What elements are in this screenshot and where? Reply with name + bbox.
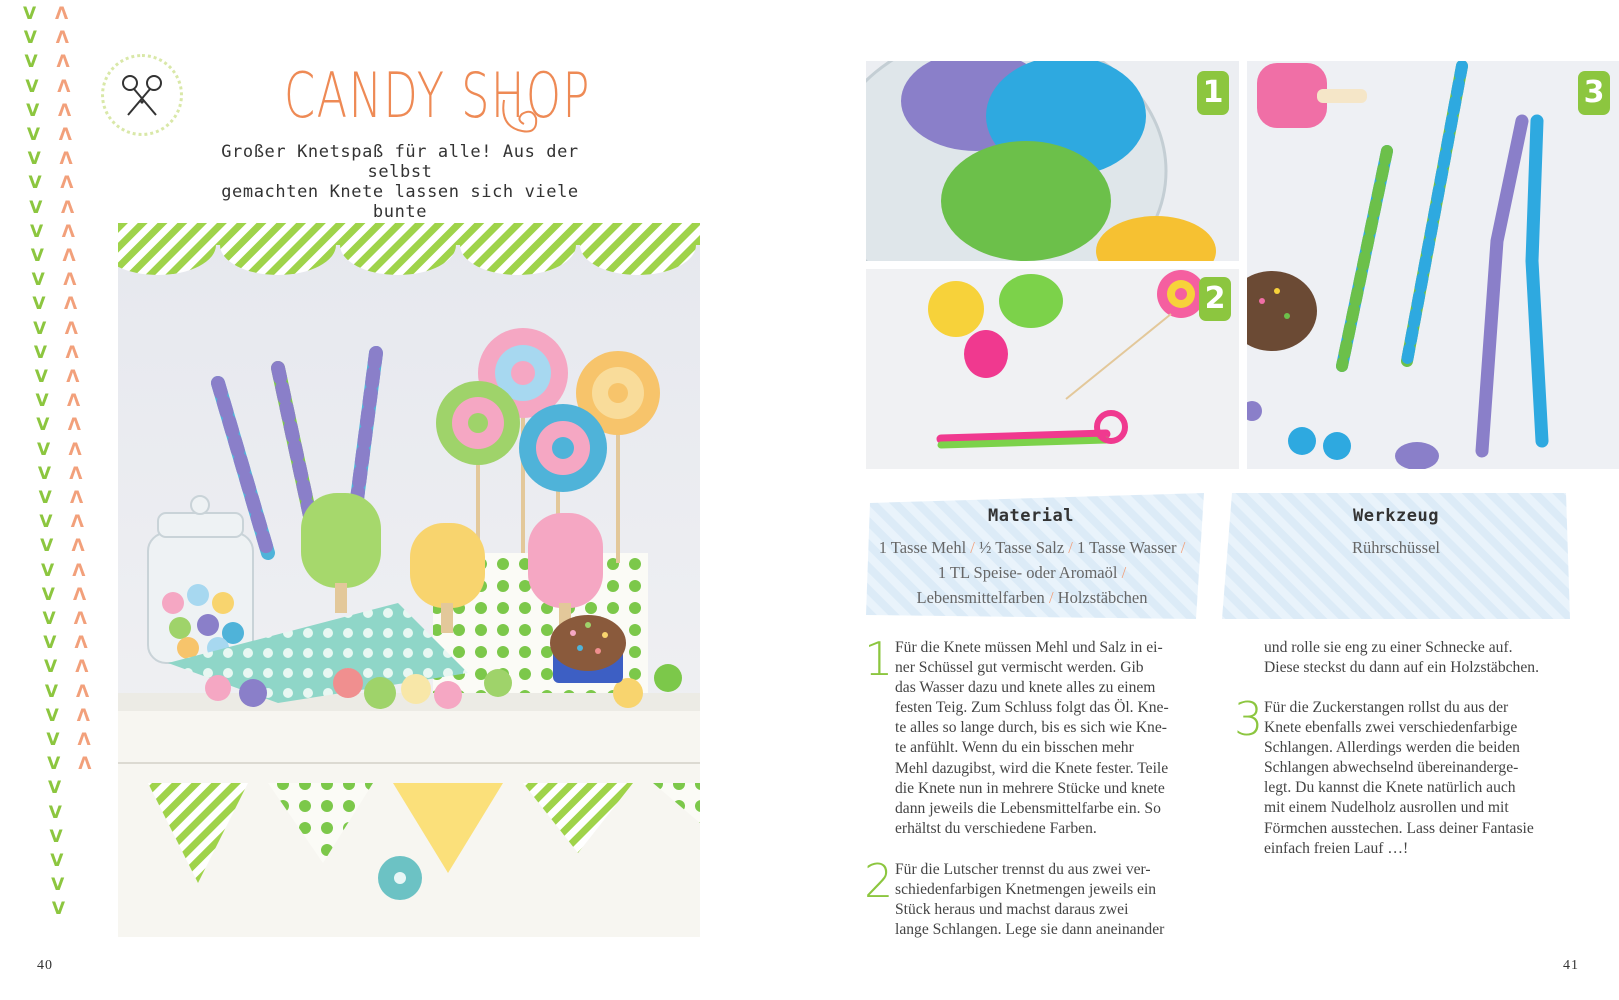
text-line: lange Schlangen. Lege sie dann aneinander <box>895 921 1165 939</box>
intro-line: Großer Knetspaß für alle! Aus der selbst <box>221 142 579 182</box>
step-badge: 1 <box>1197 71 1229 115</box>
text-line: Schlangen abwechselnd übereinanderge- <box>1264 759 1519 777</box>
step-2-photo <box>866 269 1239 469</box>
chevron-a-icon: Λ <box>75 657 89 678</box>
chevron-v-icon: V <box>30 246 44 266</box>
chevron-v-icon: V <box>47 778 62 799</box>
chevron-a-icon: Λ <box>55 4 69 24</box>
material-item: Lebensmittelfarben <box>916 588 1045 607</box>
chevron-a-icon: Λ <box>71 536 85 557</box>
chevron-v-icon: V <box>23 28 37 49</box>
text-line: dann jeweils die Lebensmittelfarbe ein. So <box>895 799 1161 817</box>
chevron-a-icon: Λ <box>57 76 71 97</box>
chevron-a-icon: Λ <box>70 512 84 533</box>
text-line: te alles so lange durch, bis es sich wie Kne- <box>895 719 1167 737</box>
text-line: legt. Du kannst die Knete natürlich auch <box>1264 779 1516 797</box>
text-line: Schlangen. Allerdings werden die beiden <box>1264 739 1520 757</box>
intro-line: gemachten Knete lassen sich viele bunte <box>221 182 579 222</box>
candy-shop-photo <box>118 223 700 937</box>
chevron-v-icon: V <box>40 536 54 557</box>
step-number: 1 <box>864 632 894 686</box>
page-number-right: 41 <box>1563 958 1579 973</box>
text-line: erhältst du verschiedene Farben. <box>895 819 1097 837</box>
chevron-a-icon: Λ <box>58 100 72 121</box>
werkzeug-title: Werkzeug <box>1353 506 1439 526</box>
chevron-v-icon: V <box>48 802 62 823</box>
chevron-v-icon: V <box>23 4 37 24</box>
step-badge: 2 <box>1199 277 1231 321</box>
text-line: Diese steckst du dann auf ein Holzstäbchen. <box>1264 659 1539 677</box>
text-line: Stück heraus und machst daraus zwei <box>895 901 1129 919</box>
title-swirl-decoration <box>498 96 546 144</box>
chevron-v-icon: V <box>40 560 55 581</box>
chevron-v-icon: V <box>43 633 57 654</box>
chevron-v-icon: V <box>47 754 61 775</box>
material-item: 1 Tasse Wasser <box>1077 538 1177 557</box>
chevron-a-icon: Λ <box>72 560 86 581</box>
material-item: Holzstäbchen <box>1057 588 1148 607</box>
step-2-continued-text <box>1264 638 1584 678</box>
chevron-a-icon: Λ <box>64 294 78 315</box>
chevron-a-icon: Λ <box>76 681 90 702</box>
chevron-v-icon: V <box>24 52 38 73</box>
chevron-v-icon: V <box>42 609 56 629</box>
chevron-v-icon: V <box>37 463 51 484</box>
step-1-text <box>895 638 1205 839</box>
chevron-v-icon: V <box>25 76 39 97</box>
material-item: ½ Tasse Salz <box>979 538 1065 557</box>
chevron-v-icon: V <box>49 826 63 847</box>
chevron-v-icon: V <box>50 851 64 871</box>
chevron-a-icon: Λ <box>68 439 82 460</box>
chevron-v-icon: V <box>27 149 41 170</box>
chevron-v-icon: V <box>33 318 47 339</box>
text-line: Für die Knete müssen Mehl und Salz in ei- <box>895 639 1163 656</box>
page-title: CANDY SHOP <box>284 59 591 132</box>
text-line: das Wasser dazu und knete alles zu einem <box>895 679 1156 697</box>
text-line: Mehl dazugibst, wird die Knete fester. Teile <box>895 759 1169 777</box>
step-3-text <box>1264 698 1584 859</box>
chevron-v-icon: V <box>38 488 52 508</box>
chevron-a-icon: Λ <box>78 754 92 775</box>
step-2-text <box>895 860 1205 940</box>
step-3-photo <box>1247 61 1619 469</box>
chevron-a-icon: Λ <box>63 270 77 291</box>
chevron-v-icon: V <box>44 681 58 702</box>
chevron-v-icon: V <box>26 100 40 121</box>
chevron-a-icon: Λ <box>76 705 90 726</box>
chevron-a-icon: Λ <box>70 488 84 508</box>
chevron-v-icon: V <box>39 512 53 533</box>
material-list <box>874 535 1190 610</box>
chevron-a-icon: Λ <box>67 415 81 436</box>
chevron-v-icon: V <box>51 899 66 920</box>
chevron-a-icon: Λ <box>56 52 70 73</box>
chevron-a-icon: Λ <box>60 173 74 194</box>
text-line: einfach freien Lauf …! <box>1264 839 1409 857</box>
chevron-v-icon: V <box>32 294 46 315</box>
text-line: Für die Lutscher trennst du aus zwei ver- <box>895 861 1151 878</box>
chevron-a-icon: Λ <box>67 391 81 412</box>
text-line: schiedenfarbigen Knetmengen jeweils ein <box>895 881 1157 899</box>
text-line: Knete ebenfalls zwei verschiedenfarbige <box>1264 719 1518 737</box>
werkzeug-item: Rührschüssel <box>1352 538 1440 557</box>
chevron-a-icon: Λ <box>77 730 91 750</box>
chevron-v-icon: V <box>31 270 45 291</box>
step-badge: 3 <box>1578 71 1610 115</box>
scissors-icon <box>101 54 183 136</box>
chevron-v-icon: V <box>34 367 48 387</box>
chevron-a-icon: Λ <box>55 28 69 49</box>
chevron-a-icon: Λ <box>66 367 80 387</box>
chevron-a-icon: Λ <box>62 246 76 266</box>
material-item: 1 TL Speise- oder Aromaöl <box>937 563 1118 582</box>
text-line: Förmchen ausstechen. Lass deiner Fantasie <box>1264 819 1534 837</box>
chevron-v-icon: V <box>33 342 48 363</box>
page-number-left: 40 <box>37 958 53 973</box>
material-line: 1 Tasse Mehl / ½ Tasse Salz / 1 Tasse Wasser / 1 TL Speise- oder Aromaöl / Lebensmittelfarben / Holzstäbchen <box>878 538 1186 607</box>
text-line: festen Teig. Zum Schluss folgt das Öl. Kne- <box>895 699 1169 717</box>
chevron-a-icon: Λ <box>58 125 72 145</box>
chevron-a-icon: Λ <box>73 584 87 605</box>
chevron-a-icon: Λ <box>74 633 88 654</box>
text-line: ner Schüssel gut vermischt werden. Gib <box>895 659 1144 677</box>
chevron-a-icon: Λ <box>73 609 87 629</box>
chevron-v-icon: V <box>26 125 41 145</box>
chevron-v-icon: V <box>41 584 55 605</box>
material-item: 1 Tasse Mehl <box>878 538 967 557</box>
chevron-a-icon: Λ <box>61 197 75 218</box>
text-line: die Knete nun in mehrere Stücke und knete <box>895 779 1165 797</box>
chevron-a-icon: Λ <box>61 221 75 242</box>
chevron-v-icon: V <box>36 415 50 436</box>
chevron-v-icon: V <box>35 391 49 412</box>
material-title: Material <box>988 506 1074 526</box>
chevron-a-icon: Λ <box>65 342 79 363</box>
step-number: 3 <box>1234 692 1264 746</box>
chevron-a-icon: Λ <box>64 318 78 339</box>
chevron-v-icon: V <box>29 197 43 218</box>
step-1-photo <box>866 61 1239 261</box>
step-number: 2 <box>864 854 894 908</box>
text-line: mit einem Nudelholz ausrollen und mit <box>1264 799 1509 817</box>
chevron-a-icon: Λ <box>69 463 83 484</box>
chevron-v-icon: V <box>28 173 42 194</box>
chevron-v-icon: V <box>45 705 59 726</box>
chevron-v-icon: V <box>51 875 65 896</box>
chevron-a-icon: Λ <box>59 149 73 170</box>
text-line: und rolle sie eng zu einer Schnecke auf. <box>1264 639 1513 656</box>
chevron-v-icon: V <box>44 657 58 678</box>
chevron-v-icon: V <box>30 221 44 242</box>
chevron-v-icon: V <box>37 439 51 460</box>
chevron-v-icon: V <box>46 730 60 750</box>
text-line: Für die Zuckerstangen rollst du aus der <box>1264 699 1509 716</box>
text-line: te anfühlt. Wenn du ein bisschen mehr <box>895 739 1134 757</box>
